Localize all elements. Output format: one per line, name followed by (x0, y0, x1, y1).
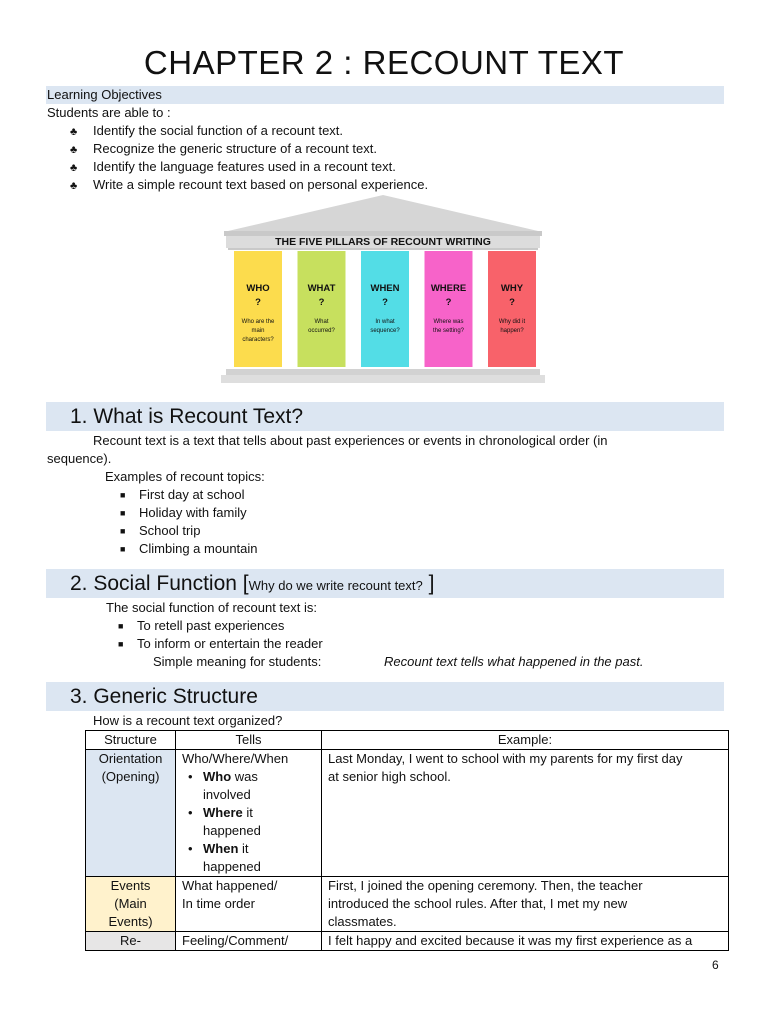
page-number: 6 (712, 958, 719, 972)
pillar-question-mark: ? (509, 297, 515, 308)
pillar-where (425, 251, 473, 367)
list-item: • When it happened (182, 840, 315, 876)
pillar-label: WHEN (370, 283, 400, 294)
orientation-tells-cell: Who/Where/When • Who was involved • Where it happened • When it happened (176, 750, 322, 877)
header-example: Example: (322, 731, 729, 750)
pillar-description: happen? (500, 328, 524, 334)
club-icon: ♣ (70, 144, 78, 156)
reorientation-tells-cell: Feeling/Comment/ (176, 932, 322, 951)
pillar-description: characters? (242, 337, 274, 343)
social-function-intro: The social function of recount text is: (106, 600, 317, 615)
club-icon: ♣ (70, 162, 78, 174)
pillar-description: In what (375, 319, 395, 325)
list-item: ■ Holiday with family (120, 505, 247, 520)
square-bullet-icon: ■ (120, 526, 126, 536)
section-1-paragraph-line-2: sequence). (47, 451, 112, 466)
header-structure: Structure (86, 731, 176, 750)
examples-label: Examples of recount topics: (105, 469, 265, 484)
events-structure-cell: Events (Main Events) (86, 877, 176, 932)
square-bullet-icon: ■ (118, 621, 124, 631)
list-item: ♣ Identify the social function of a recount text. (70, 122, 428, 140)
club-icon: ♣ (70, 180, 78, 192)
list-item: ■ School trip (120, 523, 201, 538)
pillar-question-mark: ? (318, 297, 325, 308)
header-tells: Tells (176, 731, 322, 750)
pillar-who (234, 251, 282, 367)
reorientation-structure-cell: Re- (86, 932, 176, 951)
orientation-example-cell: Last Monday, I went to school with my parents for my first day at senior high school. (322, 750, 729, 877)
list-item: ■ To retell past experiences (118, 618, 285, 633)
section-1-heading: 1. What is Recount Text? (70, 405, 304, 428)
social-function-list (118, 617, 323, 653)
base-step-2 (221, 375, 545, 383)
pillar-question-mark: ? (255, 297, 261, 308)
pillar-description: What (314, 319, 329, 325)
pillar-description: sequence? (370, 328, 400, 334)
pillar-description: the setting? (432, 328, 465, 334)
page-title: CHAPTER 2 : RECOUNT TEXT (143, 44, 625, 81)
pillar-label: WHO (246, 283, 270, 294)
section-3-heading: 3. Generic Structure (70, 685, 258, 708)
base-step-1 (226, 369, 540, 375)
pillar-description: main (251, 328, 265, 334)
pillar-group (234, 251, 536, 367)
pillar-description: occurred? (308, 328, 335, 334)
pillar-question-mark: ? (445, 297, 452, 308)
orientation-tells-list (182, 768, 315, 876)
pillar-label: WHAT (307, 283, 336, 294)
list-item: ■ Climbing a mountain (120, 541, 258, 556)
simple-meaning-text: Recount text tells what happened in the past. (384, 654, 644, 669)
pillar-description: Where was (433, 319, 464, 325)
reorientation-example-cell: I felt happy and excited because it was my first experience as a (322, 932, 729, 951)
objectives-label: Learning Objectives (47, 87, 162, 102)
pillar-description: Why did it (498, 319, 526, 325)
square-bullet-icon: ■ (118, 639, 124, 649)
table-header-row (86, 731, 729, 750)
table-row (86, 877, 729, 932)
objectives-list (70, 122, 428, 194)
list-item: • Who was involved (182, 768, 315, 804)
five-pillars-diagram (216, 193, 550, 385)
pillar-question-mark: ? (382, 297, 388, 308)
pillar-when (361, 251, 409, 367)
square-bullet-icon: ■ (120, 490, 126, 500)
list-item: • Where it happened (182, 804, 315, 840)
list-item: ♣ Identify the language features used in a recount text. (70, 158, 428, 176)
list-item: ■ To inform or entertain the reader (118, 636, 323, 651)
section-1-paragraph-line-1: Recount text is a text that tells about past experiences or events in chronological order (in (93, 433, 608, 448)
pillar-label: WHY (500, 283, 524, 294)
table-row (86, 750, 729, 877)
list-item: ♣ Recognize the generic structure of a recount text. (70, 140, 428, 158)
events-tells-cell: What happened/ In time order (176, 877, 322, 932)
list-item: ■ First day at school (120, 487, 245, 502)
section-2-heading: 2. Social Function [Why do we write recount text? ] (70, 572, 435, 595)
beam-divider (228, 248, 538, 250)
square-bullet-icon: ■ (120, 544, 126, 554)
events-example-cell: First, I joined the opening ceremony. Then, the teacher introduced the school rules. After that, I met my new classmates. (322, 877, 729, 932)
examples-list (120, 486, 258, 558)
orientation-structure-cell: Orientation (Opening) (86, 750, 176, 877)
pillars-heading: THE FIVE PILLARS OF RECOUNT WRITING (275, 236, 491, 248)
list-item: ♣ Write a simple recount text based on personal experience. (70, 176, 428, 194)
pillar-label: WHERE (430, 283, 467, 294)
square-bullet-icon: ■ (120, 508, 126, 518)
pillar-why (488, 251, 536, 367)
table-row (86, 932, 729, 951)
pillar-description: Who are the (241, 319, 275, 325)
pillar-what (298, 251, 346, 367)
objectives-intro: Students are able to : (47, 105, 171, 120)
club-icon: ♣ (70, 126, 78, 138)
simple-meaning-label: Simple meaning for students: (153, 654, 322, 669)
structure-question: How is a recount text organized? (93, 713, 283, 728)
generic-structure-table (85, 730, 729, 951)
